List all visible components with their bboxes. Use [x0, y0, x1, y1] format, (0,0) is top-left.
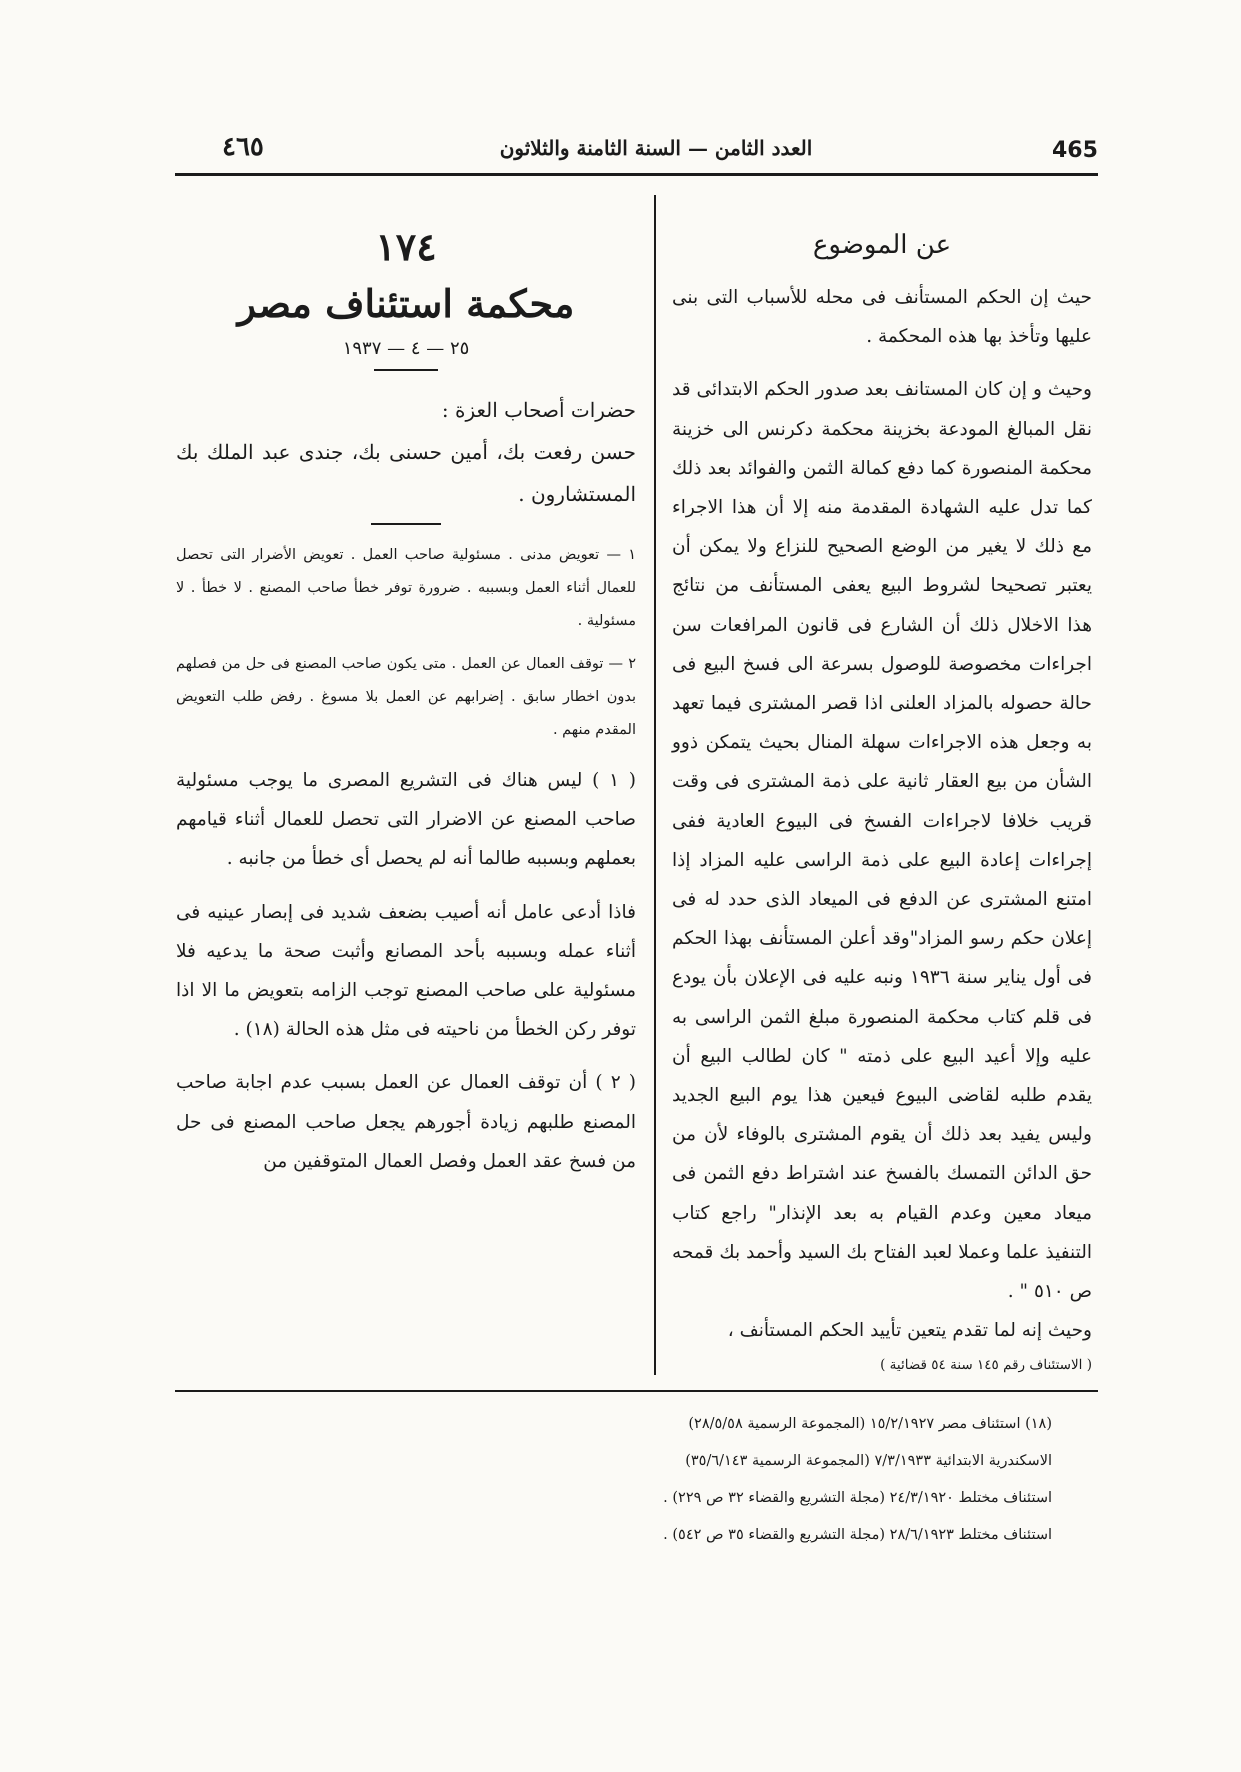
summary-item: ١ — تعويض مدنى . مسئولية صاحب العمل . تعويض الأضرار التى تحصل للعمال أثناء العمل وبسببه . ضرورة توفر خطأ صاحب المصنع . لا خطأ . لا مسئولية .	[176, 547, 636, 629]
judgment-date: ٢٥ — ٤ — ١٩٣٧	[342, 338, 470, 359]
paragraph: ( ١ ) ليس هناك فى التشريع المصرى ما يوجب مسئولية صاحب المصنع عن الاضرار التى تحصل للعمال أثناء قيامهم بعملهم وبسببه طالما أنه لم يحصل أى خطأ من جانبه .	[176, 770, 636, 870]
members-rule	[371, 523, 441, 525]
page-number-arabic: ٤٦٥	[222, 132, 264, 162]
footnote-line: الاسكندرية الابتدائية ٧/٣/١٩٣٣ (المجموعة الرسمية ٣٥/٦/١٤٣)	[685, 1453, 1052, 1469]
column-divider	[654, 195, 656, 1375]
appeal-reference: ( الاستئناف رقم ١٤٥ سنة ٥٤ قضائية )	[880, 1357, 1092, 1374]
footnote-line: استئناف مختلط ٢٨/٦/١٩٢٣ (مجلة التشريع والقضاء ٣٥ ص ٥٤٢) .	[663, 1527, 1052, 1543]
header-rule	[175, 173, 1098, 176]
footnote-line: استئناف مختلط ٢٤/٣/١٩٢٠ (مجلة التشريع والقضاء ٣٢ ص ٢٢٩) .	[663, 1490, 1052, 1506]
left-column	[176, 222, 636, 1181]
page-number-latin: 465	[1052, 138, 1098, 163]
case-number: ١٧٤	[375, 224, 437, 269]
summary-item: ٢ — توقف العمال عن العمل . متى يكون صاحب المصنع فى حل من فصلهم بدون اخطار سابق . إضرابهم عن العمل بلا مسوغ . رفض طلب التعويض المقدم منهم .	[176, 656, 636, 738]
paragraph: ( ٢ ) أن توقف العمال عن العمل بسبب عدم اجابة صاحب المصنع طلبهم زيادة أجورهم يجعل صاحب المصنع فى حل من فسخ عقد العمل وفصل العمال المتوقفين من	[176, 1072, 636, 1172]
footnote-line: (١٨) استئناف مصر ١٥/٢/١٩٢٧ (المجموعة الرسمية ٢٨/٥/٥٨)	[688, 1416, 1052, 1432]
date-rule	[374, 369, 438, 371]
paragraph: وحيث و إن كان المستانف بعد صدور الحكم الابتدائى قد نقل المبالغ المودعة بخزينة محكمة دكرنس الى خزينة محكمة المنصورة كما دفع كمالة الثمن والفوائد بعد ذلك كما تدل عليه الشهادة المقدمة منه إلا أن هذا الاجراء مع ذلك لا يغير من الوضع الصحيح للنزاع ولا يمكن أن يعتبر تصحيحا لشروط البيع يعفى المستأنف من نتائج هذا الاخلال ذلك أن الشارع فى قانون المرافعات سن اجراءات مخصوصة للوصول بسرعة الى فسخ البيع فى حالة حصوله بالمزاد العلنى اذا قصر المشترى فيما تعهد به وجعل هذه الاجراءات سهلة المنال بحيث يتمكن ذوو الشأن من بيع العقار ثانية على ذمة المشترى فى وقت قريب خلافا لاجراءات الفسخ فى البيوع العادية ففى إجراءات إعادة البيع على ذمة الراسى عليه المزاد إذا امتنع المشترى عن الدفع فى الميعاد الذى حدد له فى إعلان حكم رسو المزاد"وقد أعلن المستأنف بهذا الحكم فى أول يناير سنة ١٩٣٦ ونبه عليه فى الإعلان بأن يودع فى قلم كتاب محكمة المنصورة مبلغ الثمن الراسى به عليه وإلا أعيد البيع على ذمته " كان لطالب البيع أن يقدم طلبه لقاضى البيوع فيعين هذا يوم البيع الجديد وليس يفيد بعد ذلك أن يقوم المشترى بالوفاء لأن من حق الدائن التمسك بالفسخ عند اشتراط دفع الثمن فى ميعاد معين وعدم القيام به بعد الإنذار" راجع كتاب التنفيذ علما وعملا لعبد الفتاح بك السيد وأحمد بك قمحه ص ٥١٠ " .	[672, 379, 1092, 1303]
issue-title: العدد الثامن — السنة الثامنة والثلاثون	[499, 136, 813, 160]
paragraph: حيث إن الحكم المستأنف فى محله للأسباب التى بنى عليها وتأخذ بها هذه المحكمة .	[672, 287, 1092, 348]
footnote-rule	[175, 1390, 1098, 1392]
paragraph: وحيث إنه لما تقدم يتعين تأييد الحكم المستأنف ،	[727, 1320, 1092, 1342]
section-heading: عن الموضوع	[812, 230, 952, 260]
right-column	[672, 222, 1092, 1380]
paragraph: فاذا أدعى عامل أنه أصيب بضعف شديد فى إبصار عينيه فى أثناء عمله وبسببه بأحد المصانع وأثبت صحة ما يدعيه فلا مسئولية على صاحب المصنع توجب الزامه بتعويض ما الا اذا توفر ركن الخطأ من ناحيته فى مثل هذه الحالة (١٨) .	[176, 901, 636, 1041]
members-intro: حضرات أصحاب العزة :	[441, 398, 636, 422]
footnotes	[520, 1406, 1052, 1554]
court-name: محكمة استئناف مصر	[237, 281, 575, 326]
members-list: حسن رفعت بك، أمين حسنى بك، جندى عبد الملك بك المستشارون .	[176, 440, 636, 506]
